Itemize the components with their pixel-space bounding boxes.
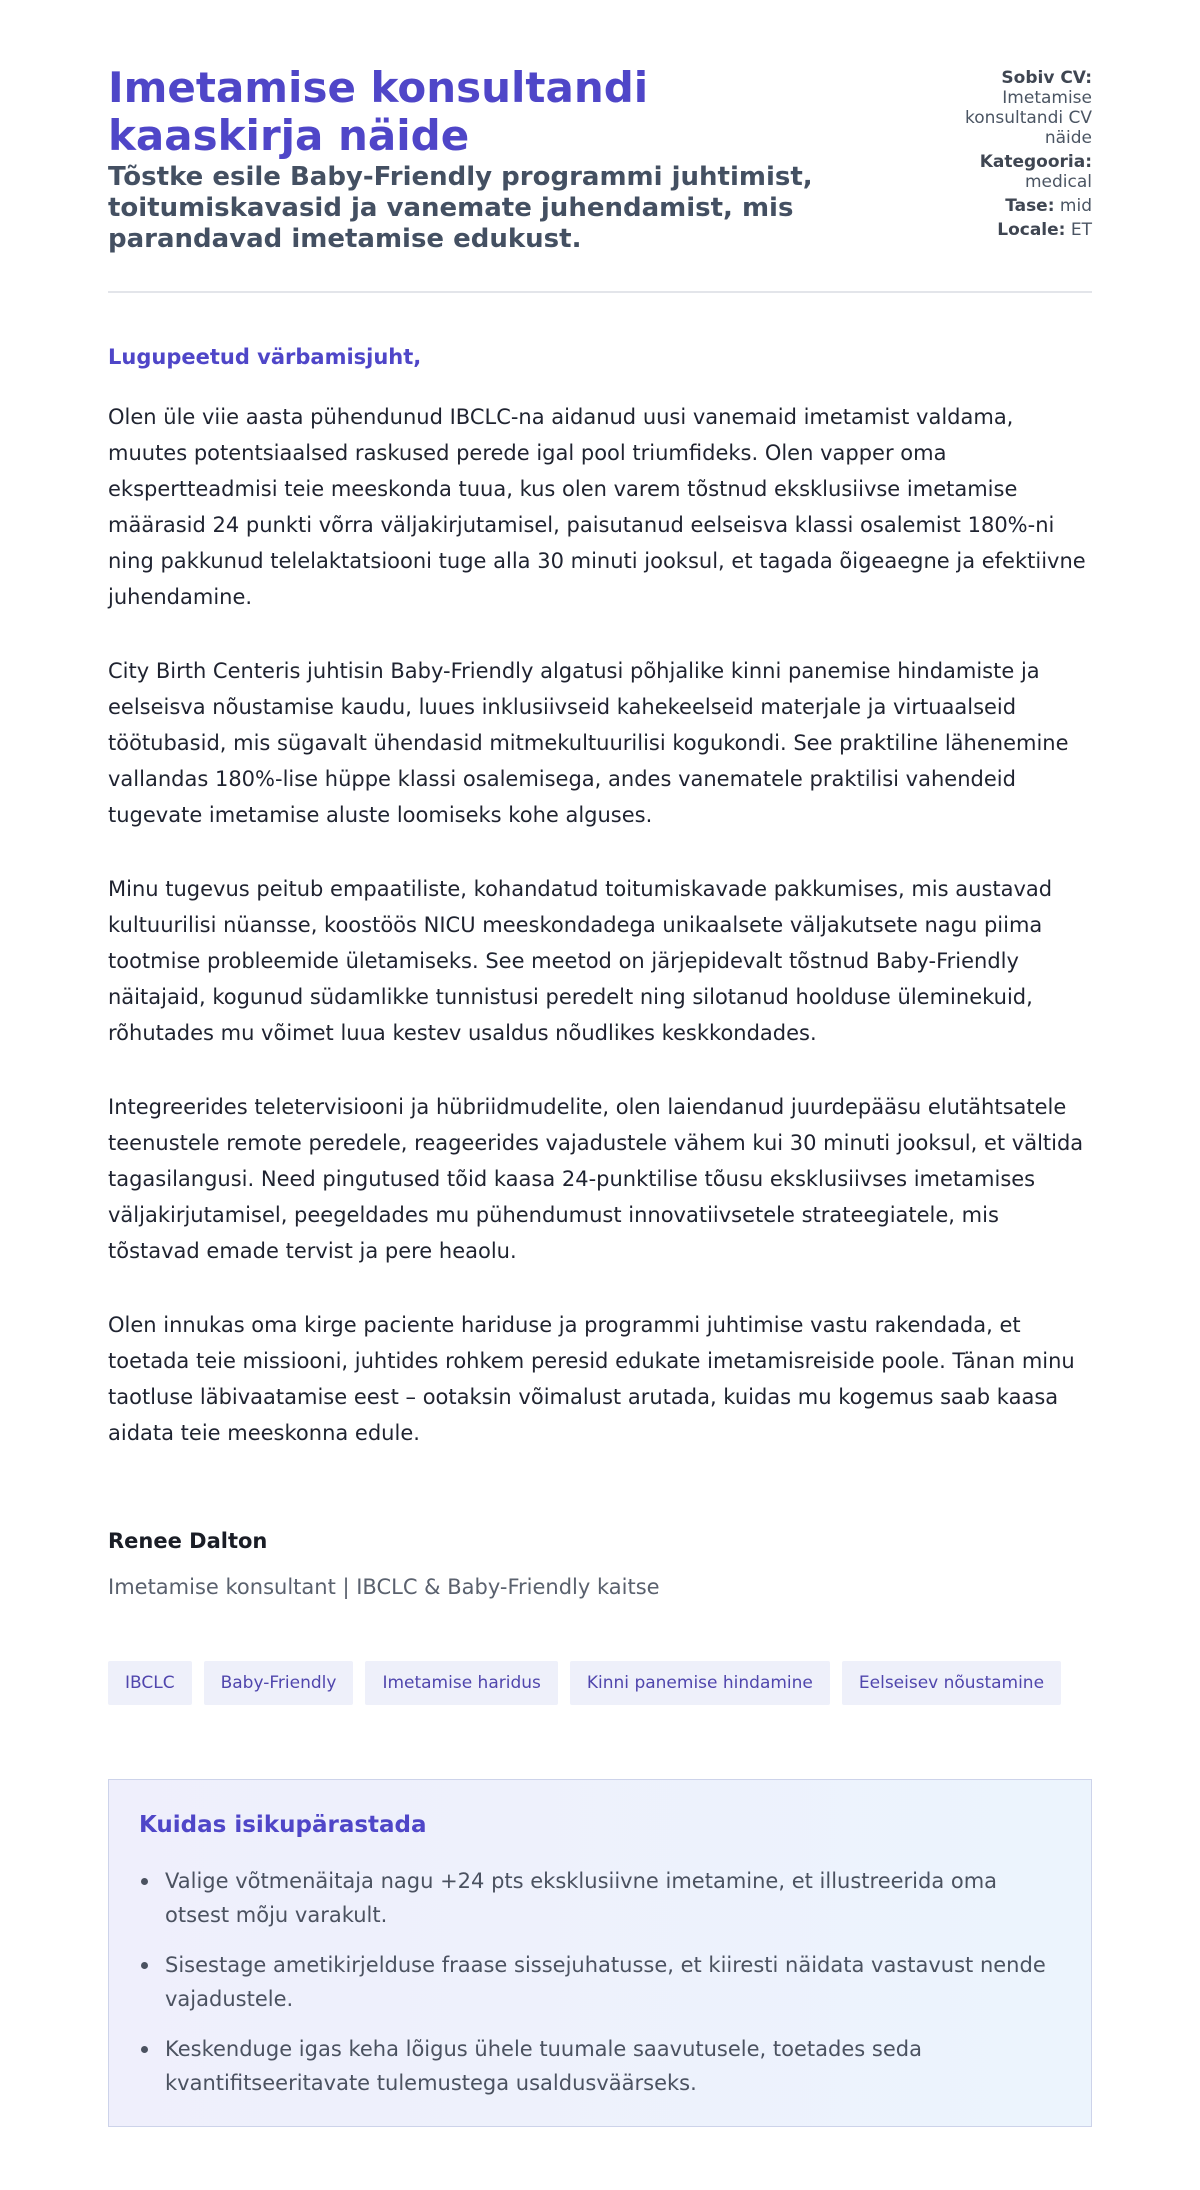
letter-greeting: Lugupeetud värbamisjuht,	[108, 345, 422, 369]
page-subtitle: Tõstke esile Baby-Friendly programmi juhtimist, toitumiskavasid ja vanemate juhendamist, mis parandavad imetamise edukust.	[108, 162, 813, 254]
letter-paragraph: Olen üle viie aasta pühendunud IBCLC-na aidanud uusi vanemaid imetamist valdama, muutes potentsiaalsed raskused perede igal pool triumfideks. Olen vapper oma ekspertteadmisi teie meeskonda tuua, kus olen varem tõstnud eksklusiivse imetamise määrasid 24 punkti võrra väljakirjutamisel, paisutanud eelseisva klassi osalemist 180%-ni ning pakkunud telelaktatsiooni tuge alla 30 minuti jooksul, et tagada õigeaegne ja efektiivne juhendamine.	[108, 405, 1086, 609]
letter-paragraph: Integreerides teletervisiooni ja hübriidmudelite, olen laiendanud juurdepääsu elutähtsatele teenustele remote peredele, reageerides vajadustele vähem kui 30 minuti jooksul, et vältida tagasilangusi. Need pingutused tõid kaasa 24-punktilise tõusu eksklusiivses imetamises väljakirjutamisel, peegeldades mu pühendumust innovatiivsetele strateegiatele, mis tõstavad emade tervist ja pere heaolu.	[108, 1095, 1084, 1263]
meta-value: mid	[1059, 196, 1092, 216]
letter-paragraph: Olen innukas oma kirge paciente hariduse ja programmi juhtimise vastu rakendada, et toetada teie missiooni, juhtides rohkem peresid edukate imetamisreiside poole. Tänan minu taotluse läbivaatamise eest – ootaksin võimalust arutada, kuidas mu kogemus saab kaasa aidata teie meeskonna edule.	[108, 1313, 1075, 1445]
skill-tag: IBCLC	[108, 1661, 192, 1705]
tips-item	[165, 1864, 1061, 1932]
signature-title: Imetamise konsultant | IBCLC & Baby-Friendly kaitse	[108, 1575, 660, 1599]
meta-label: Tase:	[1005, 196, 1055, 216]
bullet-icon	[141, 2046, 148, 2053]
meta-value-cv-link[interactable]: Imetamise konsultandi CV näide	[964, 88, 1092, 148]
bullet-icon	[141, 1878, 148, 1885]
meta-label: Kategooria:	[979, 152, 1092, 172]
skill-tag: Baby-Friendly	[204, 1661, 354, 1705]
meta-row-locale	[922, 220, 1092, 240]
meta-row-level	[922, 196, 1092, 216]
tips-item	[165, 2032, 1061, 2100]
bullet-icon	[141, 1962, 148, 1969]
tips-list	[139, 1864, 1061, 2100]
page-header	[108, 64, 1092, 293]
signature-block	[108, 1529, 1092, 1599]
signature-name: Renee Dalton	[108, 1529, 268, 1553]
meta-row-cv	[922, 68, 1092, 148]
page-title: Imetamise konsultandi kaaskirja näide	[108, 63, 649, 160]
tips-title: Kuidas isikupärastada	[139, 1812, 427, 1838]
meta-row-category	[922, 152, 1092, 192]
tips-item-text: Valige võtmenäitaja nagu +24 pts eksklusiivne imetamine, et illustreerida oma otsest mõju varakult.	[165, 1869, 998, 1927]
letter-paragraph: Minu tugevus peitub empaatiliste, kohandatud toitumiskavade pakkumises, mis austavad kultuurilisi nüansse, koostöös NICU meeskondadega unikaalsete väljakutsete nagu piima tootmise probleemide ületamiseks. See meetod on järjepidevalt tõstnud Baby-Friendly näitajaid, kogunud südamlikke tunnistusi peredelt ning silotanud hoolduse üleminekuid, rõhutades mu võimet luua kestev usaldus nõudlikes keskkondades.	[108, 877, 1053, 1045]
skill-tag: Imetamise haridus	[365, 1661, 557, 1705]
header-titles	[108, 64, 868, 255]
letter-body	[108, 399, 1092, 1451]
skill-tag: Kinni panemise hindamine	[570, 1661, 830, 1705]
meta-label: Sobiv CV:	[1001, 68, 1092, 88]
meta-value: medical	[1024, 172, 1092, 192]
personalization-tips	[108, 1779, 1092, 2127]
tips-item-text: Keskenduge igas keha lõigus ühele tuumale saavutusele, toetades seda kvantifitseeritavate tulemustega usaldusväärseks.	[165, 2037, 922, 2095]
skill-tag: Eelseisev nõustamine	[842, 1661, 1061, 1705]
meta-info	[922, 68, 1092, 244]
tips-item-text: Sisestage ametikirjelduse fraase sissejuhatusse, et kiiresti näidata vastavust nende vajadustele.	[165, 1953, 1046, 2011]
meta-label: Locale:	[997, 220, 1066, 240]
tips-item	[165, 1948, 1061, 2016]
letter-paragraph: City Birth Centeris juhtisin Baby-Friendly algatusi põhjalike kinni panemise hindamiste ja eelseisva nõustamise kaudu, luues inklusiivseid kahekeelseid materjale ja virtuaalseid töötubasid, mis sügavalt ühendasid mitmekultuurilisi kogukondi. See praktiline lähenemine vallandas 180%-lise hüppe klassi osalemisega, andes vanematele praktilisi vahendeid tugevate imetamise aluste loomiseks kohe alguses.	[108, 659, 1069, 827]
meta-value: ET	[1070, 220, 1092, 240]
skill-tags	[108, 1661, 1092, 1705]
